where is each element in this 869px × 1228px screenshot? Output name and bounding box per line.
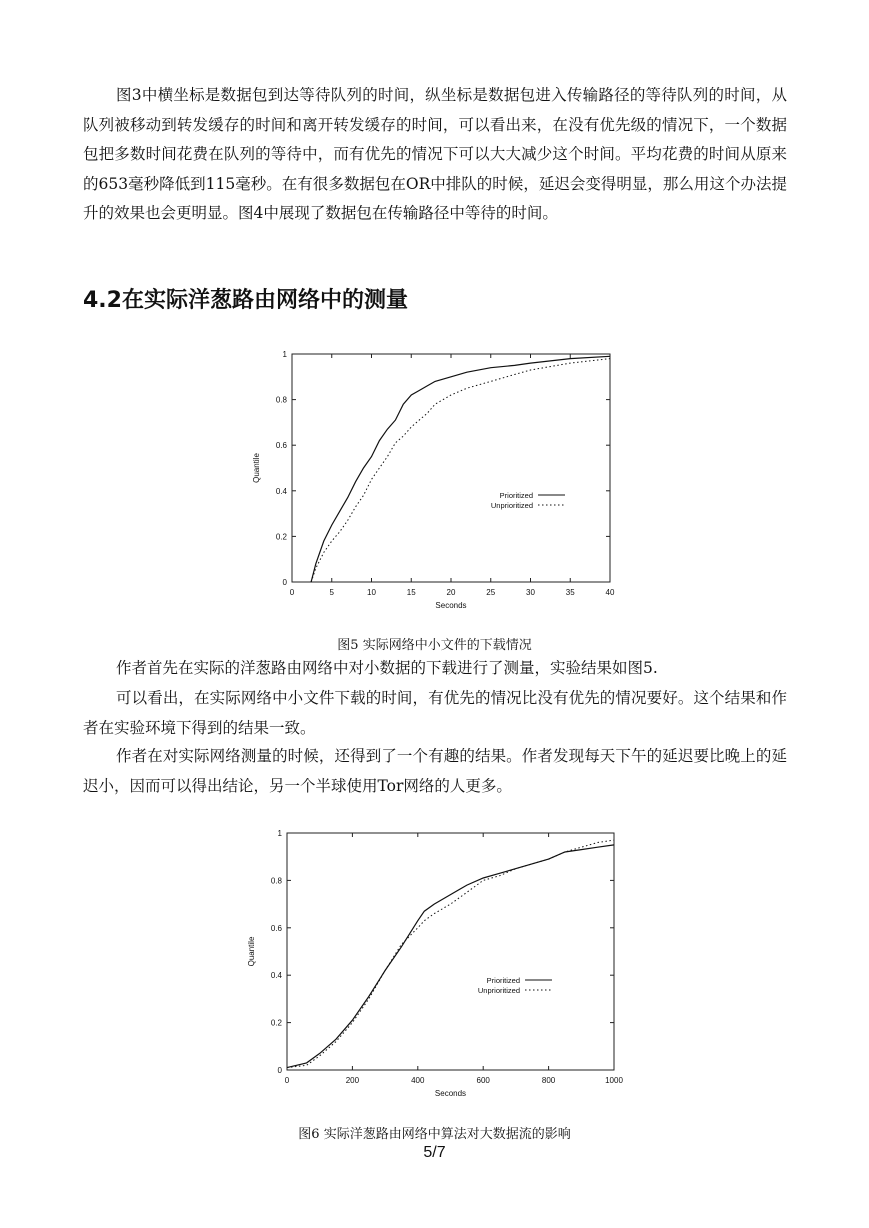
paragraph-interesting-result: 作者在对实际网络测量的时候，还得到了一个有趣的结果。作者发现每天下午的延迟要比晚上的延迟小，因而可以得出结论，另一个半球使用Tor网络的人更多。 xyxy=(83,747,787,795)
x-tick-label: 1000 xyxy=(605,1076,623,1085)
x-tick-label: 30 xyxy=(526,588,535,597)
series-line-unprioritized xyxy=(287,840,614,1068)
figure5-caption: 图5 实际网络中小文件的下载情况 xyxy=(337,638,532,653)
x-axis-label: Seconds xyxy=(434,1089,467,1098)
y-tick-label: 0.2 xyxy=(270,1018,282,1028)
y-tick-label: 1 xyxy=(282,350,287,359)
figure6-chart xyxy=(232,820,652,1110)
y-tick-label: 0.4 xyxy=(275,486,287,496)
x-tick-label: 0 xyxy=(284,1076,290,1085)
x-tick-label: 20 xyxy=(446,588,456,597)
paragraph-small-file-measurement: 作者首先在实际的洋葱路由网络中对小数据的下载进行了测量，实验结果如图5. xyxy=(116,659,658,677)
y-tick-label: 0.8 xyxy=(270,876,282,886)
paragraph-small-file-result: 可以看出，在实际网络中小文件下载的时间，有优先的情况比没有优先的情况要好。这个结果和作者在实验环境下得到的结果一致。 xyxy=(83,689,787,737)
x-tick-label: 10 xyxy=(367,588,376,597)
x-tick-label: 5 xyxy=(329,588,334,597)
x-tick-label: 35 xyxy=(565,588,575,597)
y-axis-label: Quantile xyxy=(252,453,261,483)
x-tick-label: 200 xyxy=(345,1076,360,1085)
x-tick-label: 400 xyxy=(411,1076,425,1085)
plot-frame xyxy=(287,833,614,1070)
x-tick-label: 15 xyxy=(406,588,416,597)
x-tick-label: 600 xyxy=(476,1076,490,1085)
y-axis-label: Quantile xyxy=(247,936,256,967)
x-axis-label: Seconds xyxy=(435,601,467,610)
legend-label-prioritized: Prioritized xyxy=(486,976,520,985)
y-tick-label: 0.6 xyxy=(270,923,282,933)
legend-label-prioritized: Prioritized xyxy=(499,491,533,500)
y-tick-label: 1 xyxy=(277,829,282,838)
y-tick-label: 0.4 xyxy=(270,971,282,981)
plot-frame xyxy=(292,354,610,582)
figure6-caption: 图6 实际洋葱路由网络中算法对大数据流的影响 xyxy=(298,1127,571,1142)
paragraph-fig3-explanation: 图3中横坐标是数据包到达等待队列的时间，纵坐标是数据包进入传输路径的等待队列的时间，从队列被移动到转发缓存的时间和离开转发缓存的时间，可以看出来，在没有优先级的情况下，一个数据包把多数时间花费在队列的等待中，而有优先的情况下可以大大减少这个时间。平均花费的时间从原来的653毫秒降低到115毫秒。在有很多数据包在OR中排队的时候，延迟会变得明显，那么用这个办法提升的效果也会更明显。图4中展现了数据包在传输路径中等待的时间。 xyxy=(83,86,787,222)
y-tick-label: 0.6 xyxy=(275,441,287,451)
y-tick-label: 0.2 xyxy=(275,532,287,542)
y-tick-label: 0 xyxy=(277,1066,282,1075)
x-tick-label: 25 xyxy=(486,588,496,597)
section-heading: 4.2在实际洋葱路由网络中的测量 xyxy=(83,288,408,313)
x-tick-label: 800 xyxy=(541,1076,556,1085)
figure5-chart xyxy=(240,340,640,620)
y-tick-label: 0 xyxy=(282,578,287,587)
legend-label-unprioritized: Unprioritized xyxy=(477,986,520,995)
legend-label-unprioritized: Unprioritized xyxy=(490,501,533,510)
page-number: 5/7 xyxy=(423,1144,446,1161)
series-line-unprioritized xyxy=(311,359,610,582)
y-tick-label: 0.8 xyxy=(275,395,287,405)
x-tick-label: 0 xyxy=(289,588,295,597)
series-line-prioritized xyxy=(311,356,610,582)
x-tick-label: 40 xyxy=(605,588,615,597)
series-line-prioritized xyxy=(287,845,614,1068)
